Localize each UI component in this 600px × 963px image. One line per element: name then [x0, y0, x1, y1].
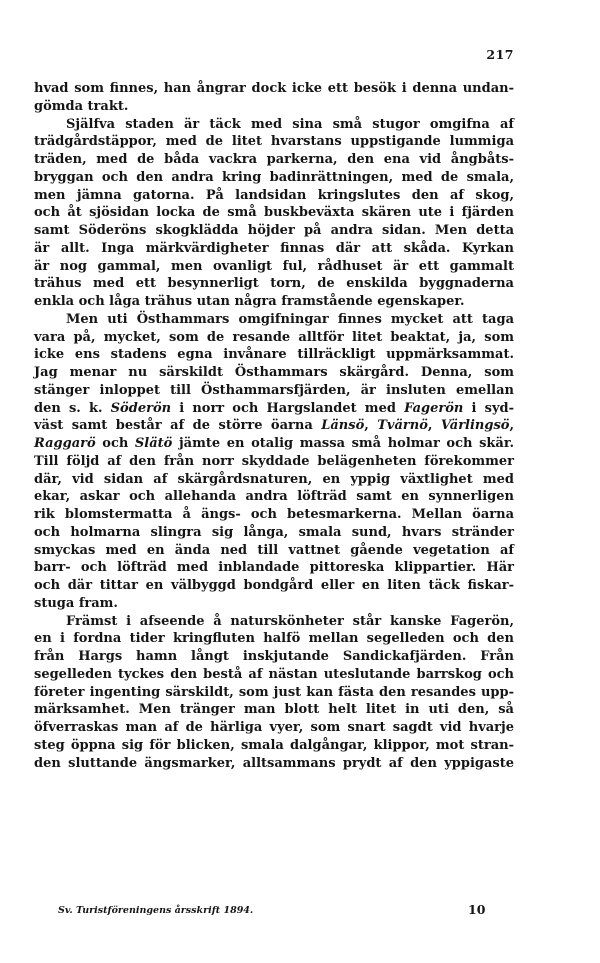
text-line: ekar, askar och allehanda andra löfträd samt en synnerligen	[34, 489, 514, 505]
text-line: är nog gammal, men ovanligt ful, rådhuset är ett gammalt	[34, 258, 514, 274]
text-line: Jag menar nu särskildt Östhammars skärgård. Denna, som	[34, 365, 514, 380]
text-line: barr- och löfträd med inblandade pittoreska klippartier. Här	[34, 560, 514, 576]
text-fragment: i norr och Hargslandet med	[171, 400, 405, 416]
text-line: Själfva staden är täck med sina små stugor omgifna af	[66, 116, 514, 132]
paragraph-1	[34, 80, 514, 116]
text-fragment: ,	[364, 418, 378, 434]
page-number: 217	[486, 47, 514, 62]
place-name: Söderön	[110, 400, 172, 416]
text-line: märksamhet. Men tränger man blott helt litet in uti den, så	[34, 702, 514, 718]
paragraph-3	[34, 311, 514, 613]
text-fragment: ,	[509, 418, 514, 434]
text-line: stuga fram.	[34, 595, 118, 611]
text-line: Främst i afseende å naturskönheter står kanske Fagerön,	[66, 613, 514, 629]
text-line: Men uti Östhammars omgifningar finnes mycket att taga	[66, 311, 514, 327]
text-line-mixed	[34, 400, 514, 418]
text-fragment: väst samt består af de större öarna	[34, 418, 322, 434]
footer-source: Sv. Turistföreningens årsskrift 1894.	[58, 905, 254, 916]
text-fragment: och	[95, 436, 135, 451]
text-line: stänger inloppet till Östhammarsfjärden, är insluten emellan	[34, 382, 514, 398]
signature-mark: 10	[468, 902, 486, 917]
text-line: Till följd af den från norr skyddade belägenheten förekommer	[34, 453, 514, 469]
text-fragment: ,	[427, 418, 441, 434]
text-line: hvad som finnes, han ångrar dock icke ett besök i denna undan-	[34, 81, 514, 96]
text-line: öfverraskas man af de härliga vyer, som snart sagdt vid hvarje	[34, 720, 514, 735]
place-name: Tvärnö	[377, 418, 428, 434]
text-line: rik blomstermatta å ängs- och betesmarkerna. Mellan öarna	[34, 507, 514, 522]
place-name: Fagerön	[404, 400, 464, 416]
text-line: bryggan och den andra kring badinrättningen, med de smala,	[34, 169, 514, 185]
text-line: träden, med de båda vackra parkerna, den ena vid ångbåts-	[34, 152, 514, 167]
text-line: företer ingenting särskildt, som just kan fästa den resandes upp-	[34, 684, 514, 700]
text-line: steg öppna sig för blicken, smala dalgångar, klippor, mot stran-	[34, 737, 514, 753]
text-line: gömda trakt.	[34, 98, 129, 114]
text-line: enkla och låga trähus utan några framstående egenskaper.	[34, 294, 465, 309]
place-name: Slätö	[134, 436, 173, 451]
place-name: Länsö	[321, 418, 365, 434]
text-fragment: jämte en otalig massa små holmar och skär.	[172, 436, 514, 451]
text-line: trädgårdstäppor, med de litet hvarstans uppstigande lummiga	[34, 134, 514, 150]
text-line: icke ens stadens egna invånare tillräckligt uppmärksammat.	[34, 347, 514, 363]
text-line: segelleden tyckes den bestå af nästan uteslutande barrskog och	[34, 666, 514, 682]
paragraph-4	[34, 613, 514, 773]
text-line: och åt sjösidan locka de små buskbeväxta skären ute i fjärden	[34, 205, 514, 221]
text-line: en i fordna tider kringfluten halfö mellan segelleden och den	[34, 631, 514, 647]
text-line: men jämna gatorna. På landsidan kringslutes den af skog,	[34, 187, 514, 203]
place-name: Värlingsö	[440, 418, 510, 434]
text-line: den sluttande ängsmarker, alltsammans prydt af den yppigaste	[34, 755, 514, 771]
text-line: där, vid sidan af skärgårdsnaturen, en yppig växtlighet med	[34, 471, 514, 487]
paragraph-2	[34, 116, 514, 311]
text-line: och där tittar en välbyggd bondgård eller en liten täck fiskar-	[34, 578, 514, 593]
text-line: vara på, mycket, som de resande alltför litet beaktat, ja, som	[34, 329, 514, 345]
text-line-mixed	[34, 435, 514, 453]
text-fragment: i syd-	[463, 400, 514, 416]
text-line-mixed	[34, 417, 514, 435]
text-line: trähus med ett besynnerligt torn, de enskilda byggnaderna	[34, 276, 514, 292]
place-name: Raggarö	[34, 436, 96, 451]
text-fragment: den s. k.	[34, 400, 111, 416]
text-line: och holmarna slingra sig långa, smala sund, hvars stränder	[34, 524, 514, 540]
body-text	[34, 80, 514, 772]
text-line: är allt. Inga märkvärdigheter finnas där att skåda. Kyrkan	[34, 240, 514, 256]
text-line: smyckas med en ända ned till vattnet gående vegetation af	[34, 542, 514, 558]
text-line: från Hargs hamn långt inskjutande Sandickafjärden. Från	[34, 649, 514, 664]
text-line: samt Söderöns skogklädda höjder på andra sidan. Men detta	[34, 223, 514, 238]
